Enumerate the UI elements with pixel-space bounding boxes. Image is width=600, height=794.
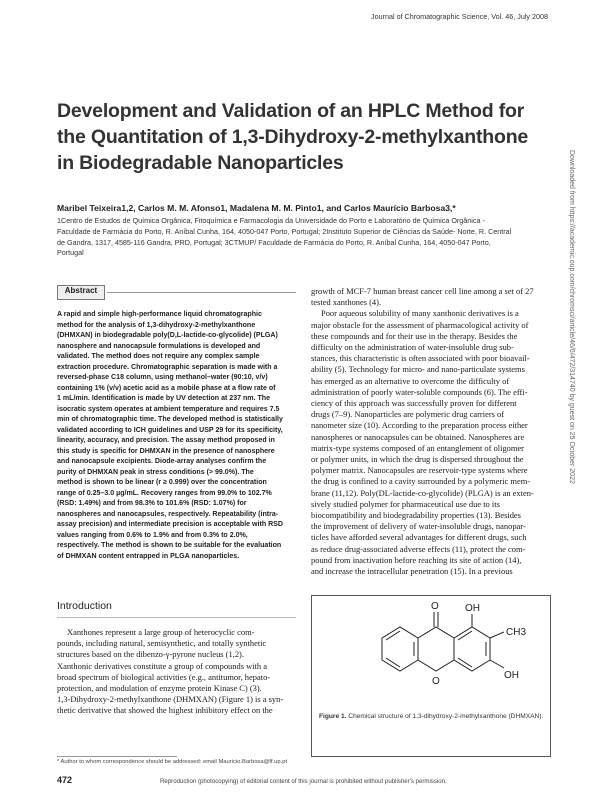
right-line: has emerged as an alternative to overcome the difficulty of (311, 375, 510, 386)
hydroxyl-bond (490, 660, 504, 668)
right-line: pound from inactivation before reaching its site of action (14), (311, 554, 522, 565)
affiliation-line: Faculdade de Farmácia do Porto, R. Aníbal Cunha, 164, 4050-047 Porto, Portugal; 2Instituto Superior de Ciências da Saúde- Norte, R. Central (57, 226, 512, 236)
right-line: and increase the intracellular penetration (15). In a previous (311, 566, 513, 577)
molecule-bonds (382, 612, 504, 671)
intro-line: Xanthones represent a large group of heterocyclic com- (67, 627, 255, 637)
abstract-line: method for the analysis of 1,3-dihydroxy-2-methylxanthone (57, 321, 256, 329)
intro-line: thetic derivative that showed the highest inhibitory effect on the (57, 705, 273, 716)
figure-1-caption (319, 712, 544, 722)
abstract-line: respectively. The method is shown to be suitable for the evaluation (57, 542, 282, 549)
hydroxyl-top-label: OH (465, 603, 480, 614)
abstract-line: min of chromatographic time. The developed method is statistically (57, 416, 283, 423)
abstract-line: range of 0.25–3.0 µg/mL. Recovery ranges from 99.0% to 102.7% (57, 489, 272, 497)
abstract-line: of DHMXAN content entrapped in PLGA nanoparticles. (57, 552, 240, 560)
right-line: ability (5). Technology for micro- and nano-particulate systems (311, 364, 525, 375)
abstract-line: nanosphere and nanocapsule formulations is developed and (57, 342, 261, 350)
abstract-line: containing 1% (v/v) acetic acid as a mobile phase at a flow rate of (57, 384, 276, 392)
introduction-body (57, 627, 296, 717)
right-line: nanospheres or nanocapsules can be obtained. Nanospheres are (311, 431, 525, 442)
abstract-body (57, 310, 296, 562)
intro-line: 1,3-Dihydroxy-2-methylxanthone (DHMXAN) (Figure 1) is a syn- (57, 694, 284, 705)
right-line: the drug is confined to a cavity surrounded by a polymeric mem- (311, 476, 531, 487)
right-line: nanometer size (10). According to the preparation process either (311, 420, 528, 431)
ring-oxygen-label: O (432, 676, 440, 687)
affiliation-line: de Gandra, 1317, 4585-116 Gandra, PRD, Portugal; 3CTMUP/ Faculdade de Farmácia do Porto, R. Aníbal Cunha, 164, 4050-047 Porto, (57, 237, 491, 247)
right-line: difficulty on the administration of water-insoluble drug sub- (311, 342, 514, 353)
introduction-heading: Introduction (57, 600, 112, 612)
right-ring (454, 627, 490, 671)
right-line: major obstacle for the assessment of pharmacological activity of (311, 319, 529, 330)
right-line: Poor aqueous solubility of many xanthonic derivatives is a (321, 308, 519, 319)
left-ring-double-bond (386, 631, 400, 640)
right-line: or polymer units, in which the drug is dispersed throughout the (311, 454, 524, 465)
copyright-note: Reproduction (photocopying) of editorial content of this journal is prohibited without publisher's permission. (160, 778, 447, 785)
right-line: the improvement of delivery of water-insoluble drugs, nanopar- (311, 521, 526, 532)
right-line: drugs (7–9). Nanoparticles are polymeric drug carriers of (311, 409, 505, 420)
abstract-line: assay precision) and intermediate precision is acceptable with RSD (57, 521, 283, 528)
right-line: ticles have afforded several advantages for different drugs, such (311, 532, 527, 543)
intro-line: broad spectrum of biological activities (e.g., antitumor, hepato- (57, 671, 271, 682)
right-column-body (311, 286, 549, 577)
abstract-line: linearity, accuracy, and precision. The assay method proposed in (57, 437, 275, 444)
abstract-rule (107, 292, 296, 293)
author-list: Maribel Teixeira1,2, Carlos M. M. Afonso1, Madalena M. M. Pinto1, and Carlos Maurício Barbosa3,* (57, 203, 456, 213)
affiliations (57, 216, 549, 259)
footnote-rule (57, 756, 177, 757)
right-line: growth of MCF-7 human breast cancer cell line among a set of 27 (311, 286, 534, 296)
left-ring-double-bond (386, 658, 400, 667)
title-line: the Quantitation of 1,3-Dihydroxy-2-methylxanthone (57, 126, 529, 148)
right-line: matrix-type systems composed of an entanglement of oligomer (311, 442, 524, 453)
correspondence-footnote: * Author to whom correspondence should be addressed: email Mauricio.Barbosa@ff.up.pt (57, 759, 288, 765)
intro-line: structures based on the dibenzo-γ-pyrone nucleus (1,2). (57, 649, 244, 660)
affiliation-line: Portugal (57, 248, 84, 258)
left-ring (382, 627, 418, 671)
abstract-line: isocratic system operates at ambient temperature and requires 7.5 (57, 405, 280, 413)
abstract-line: method is shown to be linear (r ≥ 0.999) over the concentration (57, 479, 267, 486)
affiliation-line: 1Centro de Estudos de Química Orgânica, Fitoquímica e Farmacologia da Universidade do Porto e Laboratório de Química Orgânica - (57, 216, 485, 225)
right-line: tested xanthones (4). (311, 297, 382, 308)
right-line: administration of poorly water-soluble compounds (6). The effi- (311, 386, 528, 397)
figure-caption-text: Chemical structure of 1,3-dihydroxy-2-methylxanthone (DHMXAN). (348, 713, 544, 720)
abstract-line: (DHMXAN) in biodegradable poly(D,L-lactide-co-glycolide) (PLGA) (57, 332, 278, 339)
abstract-line: (RSD: 1.49%) and from 98.3% to 101.6% (RSD: 1.07%) for (57, 500, 247, 507)
title-line: Development and Validation of an HPLC Method for (57, 100, 525, 122)
abstract-line: and nanocapsule excipients. Diode-array analyses confirm the (57, 458, 267, 465)
abstract-line: extraction procedure. Chromatographic separation is made with a (57, 363, 278, 371)
introduction-rule (57, 617, 296, 618)
abstract-line: nanospheres and nanocapsules, respectively. Repeatability (intra- (57, 510, 279, 518)
abstract-line: 1 mL/min. Identification is made by UV detection at 237 nm. The (57, 395, 271, 402)
right-line: polymer matrix. Nanocapsules are reservoir-type systems where (311, 465, 528, 476)
methyl-label: CH3 (506, 627, 527, 638)
right-line: ciency of this approach was successfully proven for different (311, 398, 517, 409)
abstract-line: values ranging from 0.6% to 1.9% and from 0.3% to 2.0%, (57, 531, 248, 539)
xanthone-structure-diagram (318, 598, 542, 710)
right-ring-double-bond (458, 658, 472, 667)
download-note: Downloaded from https://academic.oup.com/chromsci/article/46/6/472/314740 by guest on 25 October 2022 (568, 150, 575, 484)
abstract-line: reversed-phase C18 column, using methanol–water (90:10, v/v) (57, 374, 268, 381)
right-ring-double-bond (458, 631, 472, 640)
abstract-line: validated according to ICH guidelines and USP 29 for its specificity, (57, 426, 283, 434)
abstract-line: this study is specific for DHMXAN in the presence of nanosphere (57, 447, 275, 455)
article-title (57, 98, 537, 176)
right-line: brane (11,12). Poly(DL-lactide-co-glycolide) (PLGA) is an exten- (311, 487, 534, 498)
download-watermark (563, 150, 579, 650)
page-number: 472 (57, 775, 73, 785)
hydroxyl-bottom-label: OH (504, 670, 519, 681)
figure-caption-label: Figure 1. (319, 713, 347, 720)
right-line: stances, this characteristic is often associated with poor bioavail- (311, 353, 530, 364)
carbonyl-oxygen-label: O (431, 601, 439, 612)
abstract-heading: Abstract (64, 286, 98, 295)
right-line: these compounds and for their use in the therapy. Besides the (311, 330, 518, 341)
intro-line: Xanthonic derivatives constitute a group of compounds with a (57, 660, 267, 671)
abstract-line: A rapid and simple high-performance liquid chromatographic (57, 311, 262, 318)
right-line: sively studied polymer for pharmaceutical use due to its (311, 498, 500, 509)
right-line: as reduce drug-associated adverse effects (11), protect the com- (311, 543, 526, 554)
central-ring (418, 627, 454, 671)
intro-line: pounds, including natural, semisynthetic, and totally synthetic (57, 638, 267, 649)
intro-line: protection, and modulation of enzyme protein Kinase C) (3). (57, 683, 262, 694)
abstract-line: validated. The method does not require any complex sample (57, 353, 260, 360)
right-line: biocompatibility and biodegradability properties (13). Besides (311, 510, 521, 521)
journal-header: Journal of Chromatographic Science, Vol. 46, July 2008 (371, 12, 548, 21)
title-line: in Biodegradable Nanoparticles (57, 152, 344, 174)
methyl-bond (490, 632, 504, 638)
abstract-line: purity of DHMXAN peak in stress conditions (> 99.0%). The (57, 468, 254, 476)
